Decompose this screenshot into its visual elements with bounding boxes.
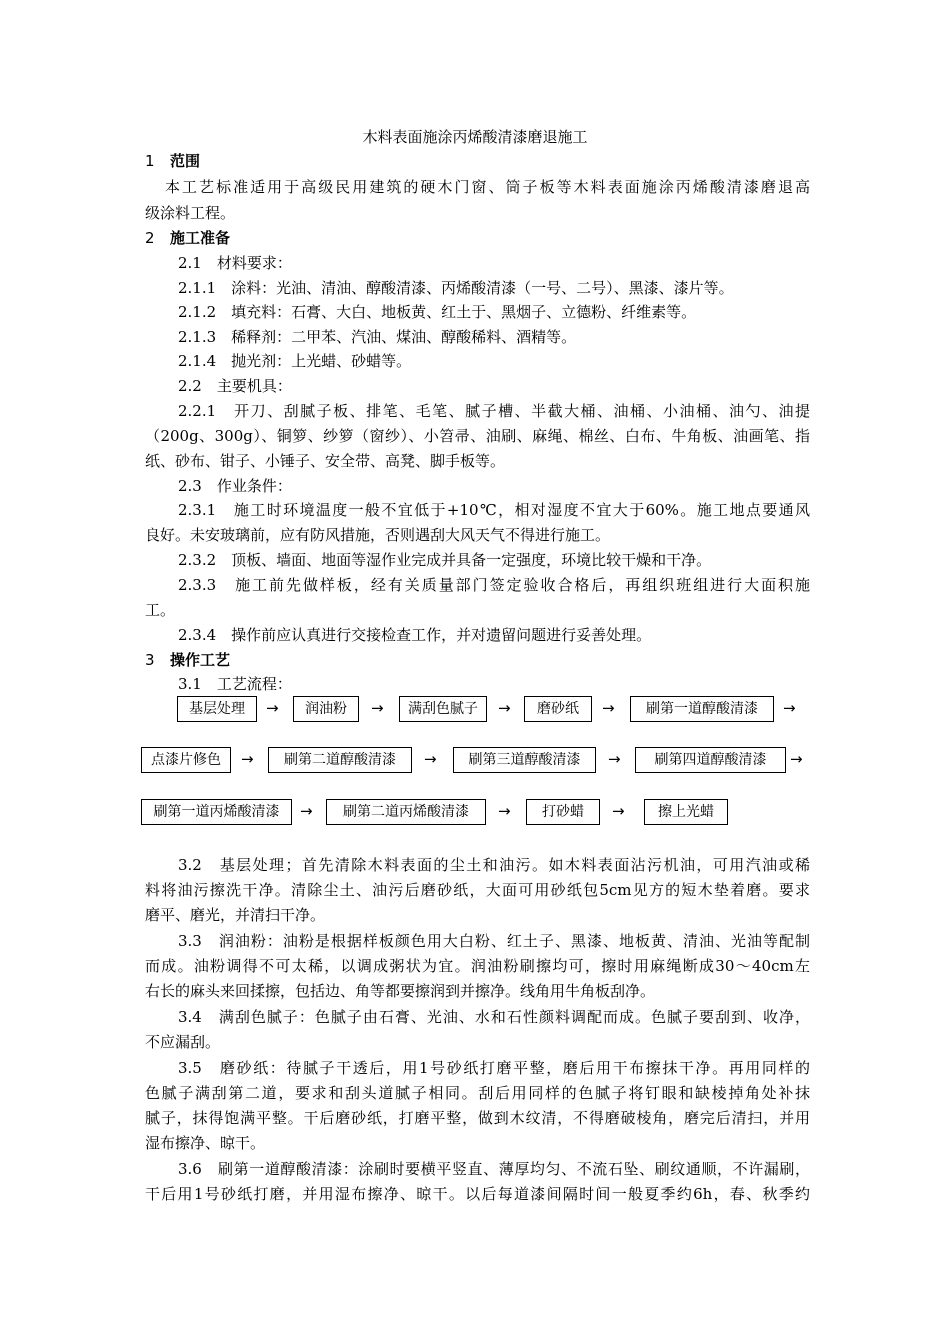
clause-line: 右长的麻头来回揉擦，包括边、角等都要擦润到并擦净。线角用牛角板刮净。 — [145, 982, 656, 1000]
clause-line: 3.4 满刮色腻子：色腻子由石膏、光油、水和石性颜料调配而成。色腻子要刮到、收净， — [178, 1008, 810, 1026]
flow-arrow-icon: → — [608, 750, 621, 768]
flow-arrow-icon: → — [783, 699, 796, 717]
clause-line: 2.1.1 涂料：光油、清油、醇酸清漆、丙烯酸清漆（一号、二号）、黑漆、漆片等。 — [178, 279, 734, 297]
flow-arrow-icon: → — [498, 699, 511, 717]
clause-line: 2.1 材料要求： — [178, 254, 292, 272]
clause-line: 3.5 磨砂纸：待腻子干透后，用1号砂纸打磨平整，磨后用干布擦抹干净。再用同样的 — [178, 1059, 810, 1077]
section-number: 3 — [145, 651, 155, 669]
clause-line: （200g、300g）、铜箩、纱箩（窗纱）、小笤帚、油刷、麻绳、棉丝、白布、牛角板、油画笔、指 — [145, 427, 810, 445]
flow-step-box: 刷第三道醇酸清漆 — [453, 747, 596, 773]
clause-line: 2.2 主要机具： — [178, 377, 292, 395]
paragraph-line: 级涂料工程。 — [145, 204, 236, 222]
flow-step-box: 刷第二道丙烯酸清漆 — [326, 799, 486, 825]
section-1-heading — [145, 148, 810, 174]
clause-line: 3.6 刷第一道醇酸清漆：涂刷时要横平竖直、薄厚均匀、不流石坠、刷纹通顺，不许漏刷， — [178, 1160, 810, 1178]
flow-step-box: 擦上光蜡 — [644, 799, 728, 825]
section-number: 1 — [145, 152, 155, 170]
flow-step-box: 刷第四道醇酸清漆 — [635, 747, 786, 773]
clause-line: 3.3 润油粉：油粉是根据样板颜色用大白粉、红土子、黑漆、地板黄、清油、光油等配制 — [178, 932, 810, 950]
flow-step-box: 刷第二道醇酸清漆 — [268, 747, 412, 773]
clause-line: 2.1.4 抛光剂：上光蜡、砂蜡等。 — [178, 352, 412, 370]
clause-line: 3.1 工艺流程： — [178, 675, 292, 693]
section-title: 施工准备 — [170, 229, 231, 247]
flow-arrow-icon: → — [266, 699, 279, 717]
section-3-heading — [145, 647, 810, 673]
clause-line: 工。 — [145, 601, 176, 619]
clause-line: 干后用1号砂纸打磨，并用湿布擦净、晾干。以后每道漆间隔时间一般夏季约6h，春、秋季约 — [145, 1185, 810, 1203]
flow-arrow-icon: → — [424, 750, 437, 768]
section-2-heading — [145, 225, 810, 251]
clause-line: 而成。油粉调得不可太稀，以调成粥状为宜。润油粉刷擦均可，擦时用麻绳断成30～40cm左 — [145, 957, 810, 975]
section-number: 2 — [145, 229, 155, 247]
section-title: 操作工艺 — [170, 651, 231, 669]
flow-step-box: 刷第一道丙烯酸清漆 — [141, 799, 292, 825]
flow-step-box: 基层处理 — [177, 696, 257, 722]
flow-step-box: 打砂蜡 — [526, 799, 600, 825]
flow-step-box: 点漆片修色 — [141, 747, 231, 773]
clause-line: 2.3.3 施工前先做样板，经有关质量部门签定验收合格后，再组织班组进行大面积施 — [178, 576, 810, 594]
clause-line: 3.2 基层处理；首先清除木料表面的尘土和油污。如木料表面沾污机油，可用汽油或稀 — [178, 856, 810, 874]
clause-line: 纸、砂布、钳子、小锤子、安全带、高凳、脚手板等。 — [145, 452, 506, 470]
flow-arrow-icon: → — [612, 802, 625, 820]
flow-step-box: 满刮色腻子 — [399, 696, 487, 722]
clause-line: 料将油污擦洗干净。清除尘土、油污后磨砂纸，大面可用砂纸包5cm见方的短木垫着磨。要求 — [145, 881, 810, 899]
flow-step-box: 磨砂纸 — [524, 696, 592, 722]
flow-step-box: 润油粉 — [293, 696, 359, 722]
section-title: 范围 — [170, 152, 201, 170]
flow-arrow-icon: → — [602, 699, 615, 717]
clause-line: 良好。未安玻璃前，应有防风措施，否则遇刮大风天气不得进行施工。 — [145, 526, 611, 544]
flow-arrow-icon: → — [790, 750, 803, 768]
clause-line: 2.3.2 顶板、墙面、地面等湿作业完成并具备一定强度，环境比较干燥和干净。 — [178, 551, 712, 569]
flow-arrow-icon: → — [241, 750, 254, 768]
clause-line: 色腻子满刮第二道，要求和刮头道腻子相同。刮后用同样的色腻子将钉眼和缺棱掉角处补抹 — [145, 1084, 810, 1102]
clause-line: 2.2.1 开刀、刮腻子板、排笔、毛笔、腻子槽、半截大桶、油桶、小油桶、油勺、油提 — [178, 402, 810, 420]
clause-line: 不应漏刮。 — [145, 1033, 221, 1051]
clause-line: 2.3.4 操作前应认真进行交接检查工作，并对遗留问题进行妥善处理。 — [178, 626, 652, 644]
paragraph-line: 本工艺标准适用于高级民用建筑的硬木门窗、筒子板等木料表面施涂丙烯酸清漆磨退高 — [165, 178, 810, 196]
clause-line: 湿布擦净、晾干。 — [145, 1134, 266, 1152]
clause-line: 腻子，抹得饱满平整。干后磨砂纸，打磨平整，做到木纹清，不得磨破棱角，磨完后清扫，并用 — [145, 1109, 810, 1127]
flow-arrow-icon: → — [300, 802, 313, 820]
clause-line: 磨平、磨光，并清扫干净。 — [145, 906, 326, 924]
flow-arrow-icon: → — [371, 699, 384, 717]
clause-line: 2.1.2 填充料：石膏、大白、地板黄、红土于、黑烟子、立德粉、纤维素等。 — [178, 303, 697, 321]
document-title: 木料表面施涂丙烯酸清漆磨退施工 — [362, 128, 588, 146]
clause-line: 2.1.3 稀释剂：二甲苯、汽油、煤油、醇酸稀料、酒精等。 — [178, 328, 577, 346]
clause-line: 2.3 作业条件： — [178, 477, 292, 495]
flow-arrow-icon: → — [498, 802, 511, 820]
flow-step-box: 刷第一道醇酸清漆 — [630, 696, 774, 722]
clause-line: 2.3.1 施工时环境温度一般不宜低于+10℃，相对湿度不宜大于60%。施工地点要通风 — [178, 501, 810, 519]
